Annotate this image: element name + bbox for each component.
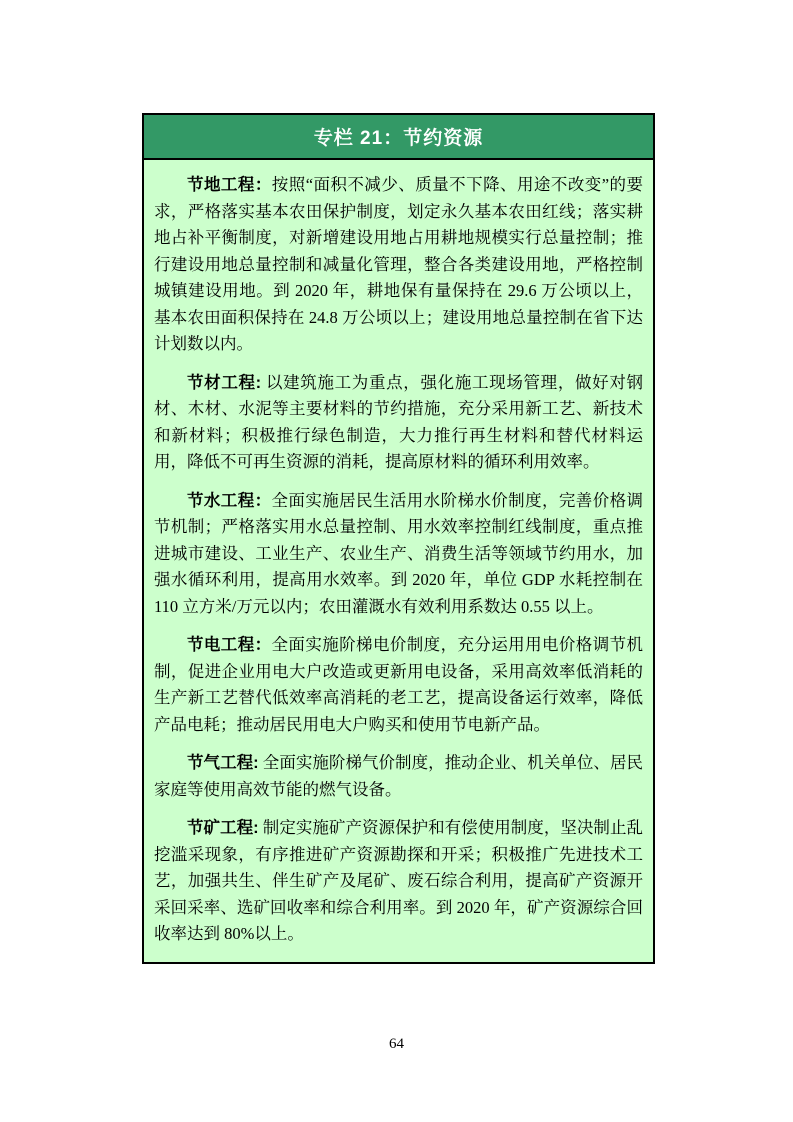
- callout-body: [144, 160, 653, 962]
- paragraph-material-saving: [154, 370, 643, 476]
- paragraph-text: 全面实施居民生活用水阶梯水价制度，完善价格调节机制；严格落实用水总量控制、用水效率控制红线制度，重点推进城市建设、工业生产、农业生产、消费生活等领域节约用水，加强水循环利用，提高用水效率。到 2020 年，单位 GDP 水耗控制在 110 立方米/万元以内；农田灌溉水有效利用系数达 0.55 以上。: [154, 490, 644, 616]
- paragraph-leader: 节气工程:: [187, 754, 259, 772]
- paragraph-text: 按照“面积不减少、质量不下降、用途不改变”的要求，严格落实基本农田保护制度，划定永久基本农田红线；落实耕地占补平衡制度，对新增建设用地占用耕地规模实行总量控制；推行建设用地总量控制和减量化管理，整合各类建设用地，严格控制城镇建设用地。到 2020 年，耕地保有量保持在 29.6 万公顷以上，基本农田面积保持在 24.8 万公顷以上；建设用地总量控制在省下达计划数以内。: [154, 175, 644, 353]
- callout-box: [142, 113, 655, 964]
- paragraph-leader: 节矿工程:: [187, 819, 259, 837]
- page-number: 64: [389, 1036, 404, 1052]
- paragraph-leader: 节电工程：: [187, 636, 272, 654]
- paragraph-mineral-saving: [154, 815, 643, 948]
- paragraph-text: 全面实施阶梯电价制度，充分运用用电价格调节机制，促进企业用电大户改造或更新用电设备，采用高效率低消耗的生产新工艺替代低效率高消耗的老工艺，提高设备运行效率，降低产品电耗；推动居民用电大户购买和使用节电新产品。: [154, 635, 644, 734]
- paragraph-leader: 节地工程：: [187, 176, 272, 194]
- paragraph-text: 以建筑施工为重点，强化施工现场管理，做好对钢材、木材、水泥等主要材料的节约措施，充分采用新工艺、新技术和新材料；积极推行绿色制造，大力推行再生材料和替代材料运用，降低不可再生资源的消耗，提高原材料的循环利用效率。: [154, 372, 643, 471]
- paragraph-text: 全面实施阶梯气价制度，推动企业、机关单位、居民家庭等使用高效节能的燃气设备。: [154, 753, 643, 799]
- paragraph-leader: 节材工程:: [187, 373, 262, 392]
- paragraph-land-saving: [154, 172, 643, 358]
- paragraph-electricity-saving: [154, 632, 643, 738]
- callout-header: [144, 115, 653, 160]
- callout-title: 专栏 21：节约资源: [313, 128, 484, 149]
- paragraph-leader: 节水工程：: [187, 491, 272, 510]
- paragraph-gas-saving: [154, 750, 643, 803]
- paragraph-water-saving: [154, 488, 643, 621]
- paragraph-text: 制定实施矿产资源保护和有偿使用制度，坚决制止乱挖滥采现象，有序推进矿产资源勘探和开采；积极推广先进技术工艺，加强共生、伴生矿产及尾矿、废石综合利用，提高矿产资源开采回采率、选矿回收率和综合利用率。到 2020 年，矿产资源综合回收率达到 80%以上。: [154, 818, 643, 943]
